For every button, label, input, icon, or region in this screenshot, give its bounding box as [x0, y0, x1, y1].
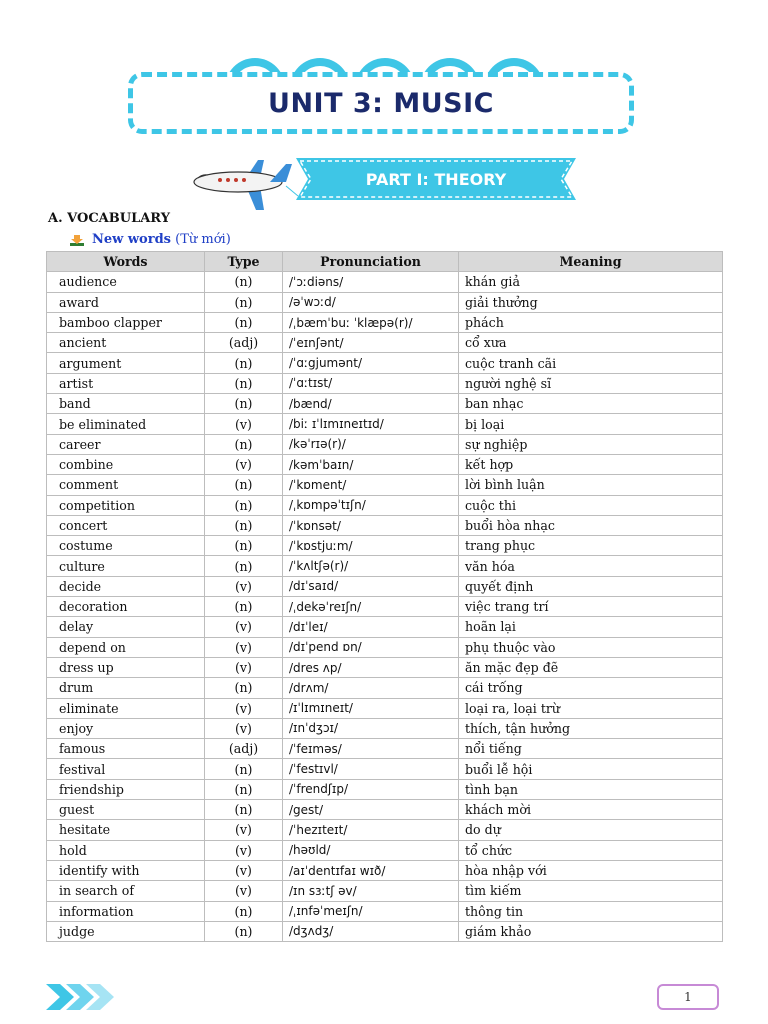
pronunciation-cell: /əˈwɔːd/ — [283, 292, 459, 312]
pronunciation-cell: /ˌkɒmpəˈtɪʃn/ — [283, 495, 459, 515]
table-row — [47, 678, 723, 698]
pronunciation-cell: /dres ʌp/ — [283, 657, 459, 677]
meaning-cell: giải thưởng — [459, 292, 723, 312]
word-cell: guest — [47, 800, 205, 820]
table-row — [47, 515, 723, 535]
word-cell: depend on — [47, 637, 205, 657]
type-cell: (n) — [205, 272, 283, 292]
meaning-cell: trang phục — [459, 536, 723, 556]
type-cell: (adj) — [205, 333, 283, 353]
meaning-cell: việc trang trí — [459, 597, 723, 617]
meaning-cell: cuộc thi — [459, 495, 723, 515]
title-box — [128, 72, 634, 134]
pronunciation-cell: /dʒʌdʒ/ — [283, 921, 459, 941]
type-cell: (v) — [205, 820, 283, 840]
type-cell: (n) — [205, 901, 283, 921]
table-row — [47, 373, 723, 393]
pronunciation-cell: /ˌɪnfəˈmeɪʃn/ — [283, 901, 459, 921]
column-header: Pronunciation — [283, 252, 459, 272]
subheading-main: New words — [92, 232, 171, 247]
pronunciation-cell: /həʊld/ — [283, 840, 459, 860]
pronunciation-cell: /ˈkɒstjuːm/ — [283, 536, 459, 556]
type-cell: (v) — [205, 576, 283, 596]
table-row — [47, 840, 723, 860]
type-cell: (n) — [205, 597, 283, 617]
pronunciation-cell: /ˈhezɪteɪt/ — [283, 820, 459, 840]
subheading-paren: (Từ mới) — [175, 232, 231, 247]
word-cell: eliminate — [47, 698, 205, 718]
meaning-cell: tình bạn — [459, 779, 723, 799]
word-cell: combine — [47, 454, 205, 474]
table-row — [47, 434, 723, 454]
meaning-cell: hòa nhập với — [459, 860, 723, 880]
table-row — [47, 617, 723, 637]
table-row — [47, 576, 723, 596]
column-header: Type — [205, 252, 283, 272]
pronunciation-cell: /ɪˈlɪmɪneɪt/ — [283, 698, 459, 718]
word-cell: friendship — [47, 779, 205, 799]
pronunciation-cell: /dɪˈsaɪd/ — [283, 576, 459, 596]
table-row — [47, 921, 723, 941]
meaning-cell: bị loại — [459, 414, 723, 434]
word-cell: dress up — [47, 657, 205, 677]
word-cell: career — [47, 434, 205, 454]
pronunciation-cell: /kəmˈbaɪn/ — [283, 454, 459, 474]
type-cell: (n) — [205, 536, 283, 556]
word-cell: decide — [47, 576, 205, 596]
word-cell: be eliminated — [47, 414, 205, 434]
pronunciation-cell: /kəˈrɪə(r)/ — [283, 434, 459, 454]
table-row — [47, 881, 723, 901]
word-cell: hold — [47, 840, 205, 860]
table-row — [47, 698, 723, 718]
pronunciation-cell: /ˈɑːtɪst/ — [283, 373, 459, 393]
chevron-arrows-icon — [46, 984, 126, 1010]
bullet-arrow-icon — [70, 233, 84, 247]
table-row — [47, 414, 723, 434]
table-row — [47, 901, 723, 921]
type-cell: (n) — [205, 475, 283, 495]
meaning-cell: quyết định — [459, 576, 723, 596]
pronunciation-cell: /ˈkʌltʃə(r)/ — [283, 556, 459, 576]
word-cell: argument — [47, 353, 205, 373]
meaning-cell: kết hợp — [459, 454, 723, 474]
pronunciation-cell: /drʌm/ — [283, 678, 459, 698]
table-row — [47, 820, 723, 840]
table-row — [47, 657, 723, 677]
word-cell: bamboo clapper — [47, 312, 205, 332]
pronunciation-cell: /ˌdekəˈreɪʃn/ — [283, 597, 459, 617]
word-cell: famous — [47, 739, 205, 759]
meaning-cell: khán giả — [459, 272, 723, 292]
type-cell: (n) — [205, 434, 283, 454]
vocabulary-table — [46, 251, 723, 942]
type-cell: (n) — [205, 779, 283, 799]
meaning-cell: nổi tiếng — [459, 739, 723, 759]
page-number: 1 — [657, 984, 719, 1010]
word-cell: audience — [47, 272, 205, 292]
word-cell: drum — [47, 678, 205, 698]
word-cell: in search of — [47, 881, 205, 901]
pronunciation-cell: /biː ɪˈlɪmɪneɪtɪd/ — [283, 414, 459, 434]
word-cell: decoration — [47, 597, 205, 617]
word-cell: costume — [47, 536, 205, 556]
pronunciation-cell: /gest/ — [283, 800, 459, 820]
table-row — [47, 312, 723, 332]
pronunciation-cell: /ɪnˈdʒɔɪ/ — [283, 718, 459, 738]
type-cell: (n) — [205, 394, 283, 414]
type-cell: (n) — [205, 556, 283, 576]
meaning-cell: phụ thuộc vào — [459, 637, 723, 657]
pronunciation-cell: /ˈkɒment/ — [283, 475, 459, 495]
table-row — [47, 333, 723, 353]
word-cell: comment — [47, 475, 205, 495]
table-row — [47, 860, 723, 880]
meaning-cell: người nghệ sĩ — [459, 373, 723, 393]
meaning-cell: ban nhạc — [459, 394, 723, 414]
pronunciation-cell: /ˈfeɪməs/ — [283, 739, 459, 759]
type-cell: (n) — [205, 353, 283, 373]
table-row — [47, 739, 723, 759]
type-cell: (adj) — [205, 739, 283, 759]
word-cell: band — [47, 394, 205, 414]
type-cell: (n) — [205, 759, 283, 779]
word-cell: judge — [47, 921, 205, 941]
type-cell: (v) — [205, 860, 283, 880]
word-cell: festival — [47, 759, 205, 779]
pronunciation-cell: /ˈfrendʃɪp/ — [283, 779, 459, 799]
word-cell: artist — [47, 373, 205, 393]
part-label: PART I: THEORY — [365, 169, 507, 189]
table-row — [47, 779, 723, 799]
type-cell: (n) — [205, 515, 283, 535]
word-cell: concert — [47, 515, 205, 535]
table-row — [47, 800, 723, 820]
table-body — [47, 272, 723, 942]
word-cell: award — [47, 292, 205, 312]
pronunciation-cell: /ˈeɪnʃənt/ — [283, 333, 459, 353]
type-cell: (n) — [205, 292, 283, 312]
meaning-cell: sự nghiệp — [459, 434, 723, 454]
type-cell: (v) — [205, 617, 283, 637]
pronunciation-cell: /ɪn sɜːtʃ əv/ — [283, 881, 459, 901]
table-row — [47, 353, 723, 373]
meaning-cell: ăn mặc đẹp đẽ — [459, 657, 723, 677]
type-cell: (v) — [205, 718, 283, 738]
page-title: UNIT 3: MUSIC — [268, 87, 494, 119]
table-row — [47, 556, 723, 576]
table-row — [47, 454, 723, 474]
meaning-cell: cổ xưa — [459, 333, 723, 353]
meaning-cell: do dự — [459, 820, 723, 840]
meaning-cell: hoãn lại — [459, 617, 723, 637]
word-cell: hesitate — [47, 820, 205, 840]
word-cell: enjoy — [47, 718, 205, 738]
type-cell: (n) — [205, 678, 283, 698]
subheading — [70, 232, 231, 247]
meaning-cell: thông tin — [459, 901, 723, 921]
meaning-cell: lời bình luận — [459, 475, 723, 495]
column-header: Words — [47, 252, 205, 272]
table-row — [47, 394, 723, 414]
pronunciation-cell: /ˈfestɪvl/ — [283, 759, 459, 779]
meaning-cell: cuộc tranh cãi — [459, 353, 723, 373]
pronunciation-cell: /ˌbæmˈbuː ˈklæpə(r)/ — [283, 312, 459, 332]
pronunciation-cell: /bænd/ — [283, 394, 459, 414]
meaning-cell: tìm kiếm — [459, 881, 723, 901]
table-row — [47, 475, 723, 495]
type-cell: (n) — [205, 312, 283, 332]
type-cell: (v) — [205, 698, 283, 718]
section-heading: A. VOCABULARY — [48, 211, 170, 226]
meaning-cell: khách mời — [459, 800, 723, 820]
type-cell: (n) — [205, 921, 283, 941]
type-cell: (v) — [205, 657, 283, 677]
pronunciation-cell: /ˈɔːdiəns/ — [283, 272, 459, 292]
meaning-cell: buổi hòa nhạc — [459, 515, 723, 535]
type-cell: (v) — [205, 414, 283, 434]
pronunciation-cell: /ˈɑːgjumənt/ — [283, 353, 459, 373]
table-row — [47, 536, 723, 556]
table-row — [47, 759, 723, 779]
type-cell: (v) — [205, 637, 283, 657]
pronunciation-cell: /dɪˈpend ɒn/ — [283, 637, 459, 657]
table-row — [47, 637, 723, 657]
table-row — [47, 495, 723, 515]
type-cell: (v) — [205, 881, 283, 901]
word-cell: culture — [47, 556, 205, 576]
type-cell: (n) — [205, 373, 283, 393]
word-cell: information — [47, 901, 205, 921]
word-cell: competition — [47, 495, 205, 515]
meaning-cell: thích, tận hưởng — [459, 718, 723, 738]
meaning-cell: tổ chức — [459, 840, 723, 860]
pronunciation-cell: /aɪˈdentɪfaɪ wɪð/ — [283, 860, 459, 880]
meaning-cell: văn hóa — [459, 556, 723, 576]
word-cell: identify with — [47, 860, 205, 880]
table-row — [47, 718, 723, 738]
type-cell: (v) — [205, 454, 283, 474]
type-cell: (v) — [205, 840, 283, 860]
table-row — [47, 292, 723, 312]
word-cell: delay — [47, 617, 205, 637]
type-cell: (n) — [205, 495, 283, 515]
pronunciation-cell: /dɪˈleɪ/ — [283, 617, 459, 637]
table-row — [47, 272, 723, 292]
word-cell: ancient — [47, 333, 205, 353]
meaning-cell: giám khảo — [459, 921, 723, 941]
meaning-cell: loại ra, loại trừ — [459, 698, 723, 718]
table-header-row — [47, 252, 723, 272]
column-header: Meaning — [459, 252, 723, 272]
airplane-icon — [190, 156, 300, 212]
type-cell: (n) — [205, 800, 283, 820]
meaning-cell: cái trống — [459, 678, 723, 698]
table-row — [47, 597, 723, 617]
pronunciation-cell: /ˈkɒnsət/ — [283, 515, 459, 535]
meaning-cell: buổi lễ hội — [459, 759, 723, 779]
meaning-cell: phách — [459, 312, 723, 332]
